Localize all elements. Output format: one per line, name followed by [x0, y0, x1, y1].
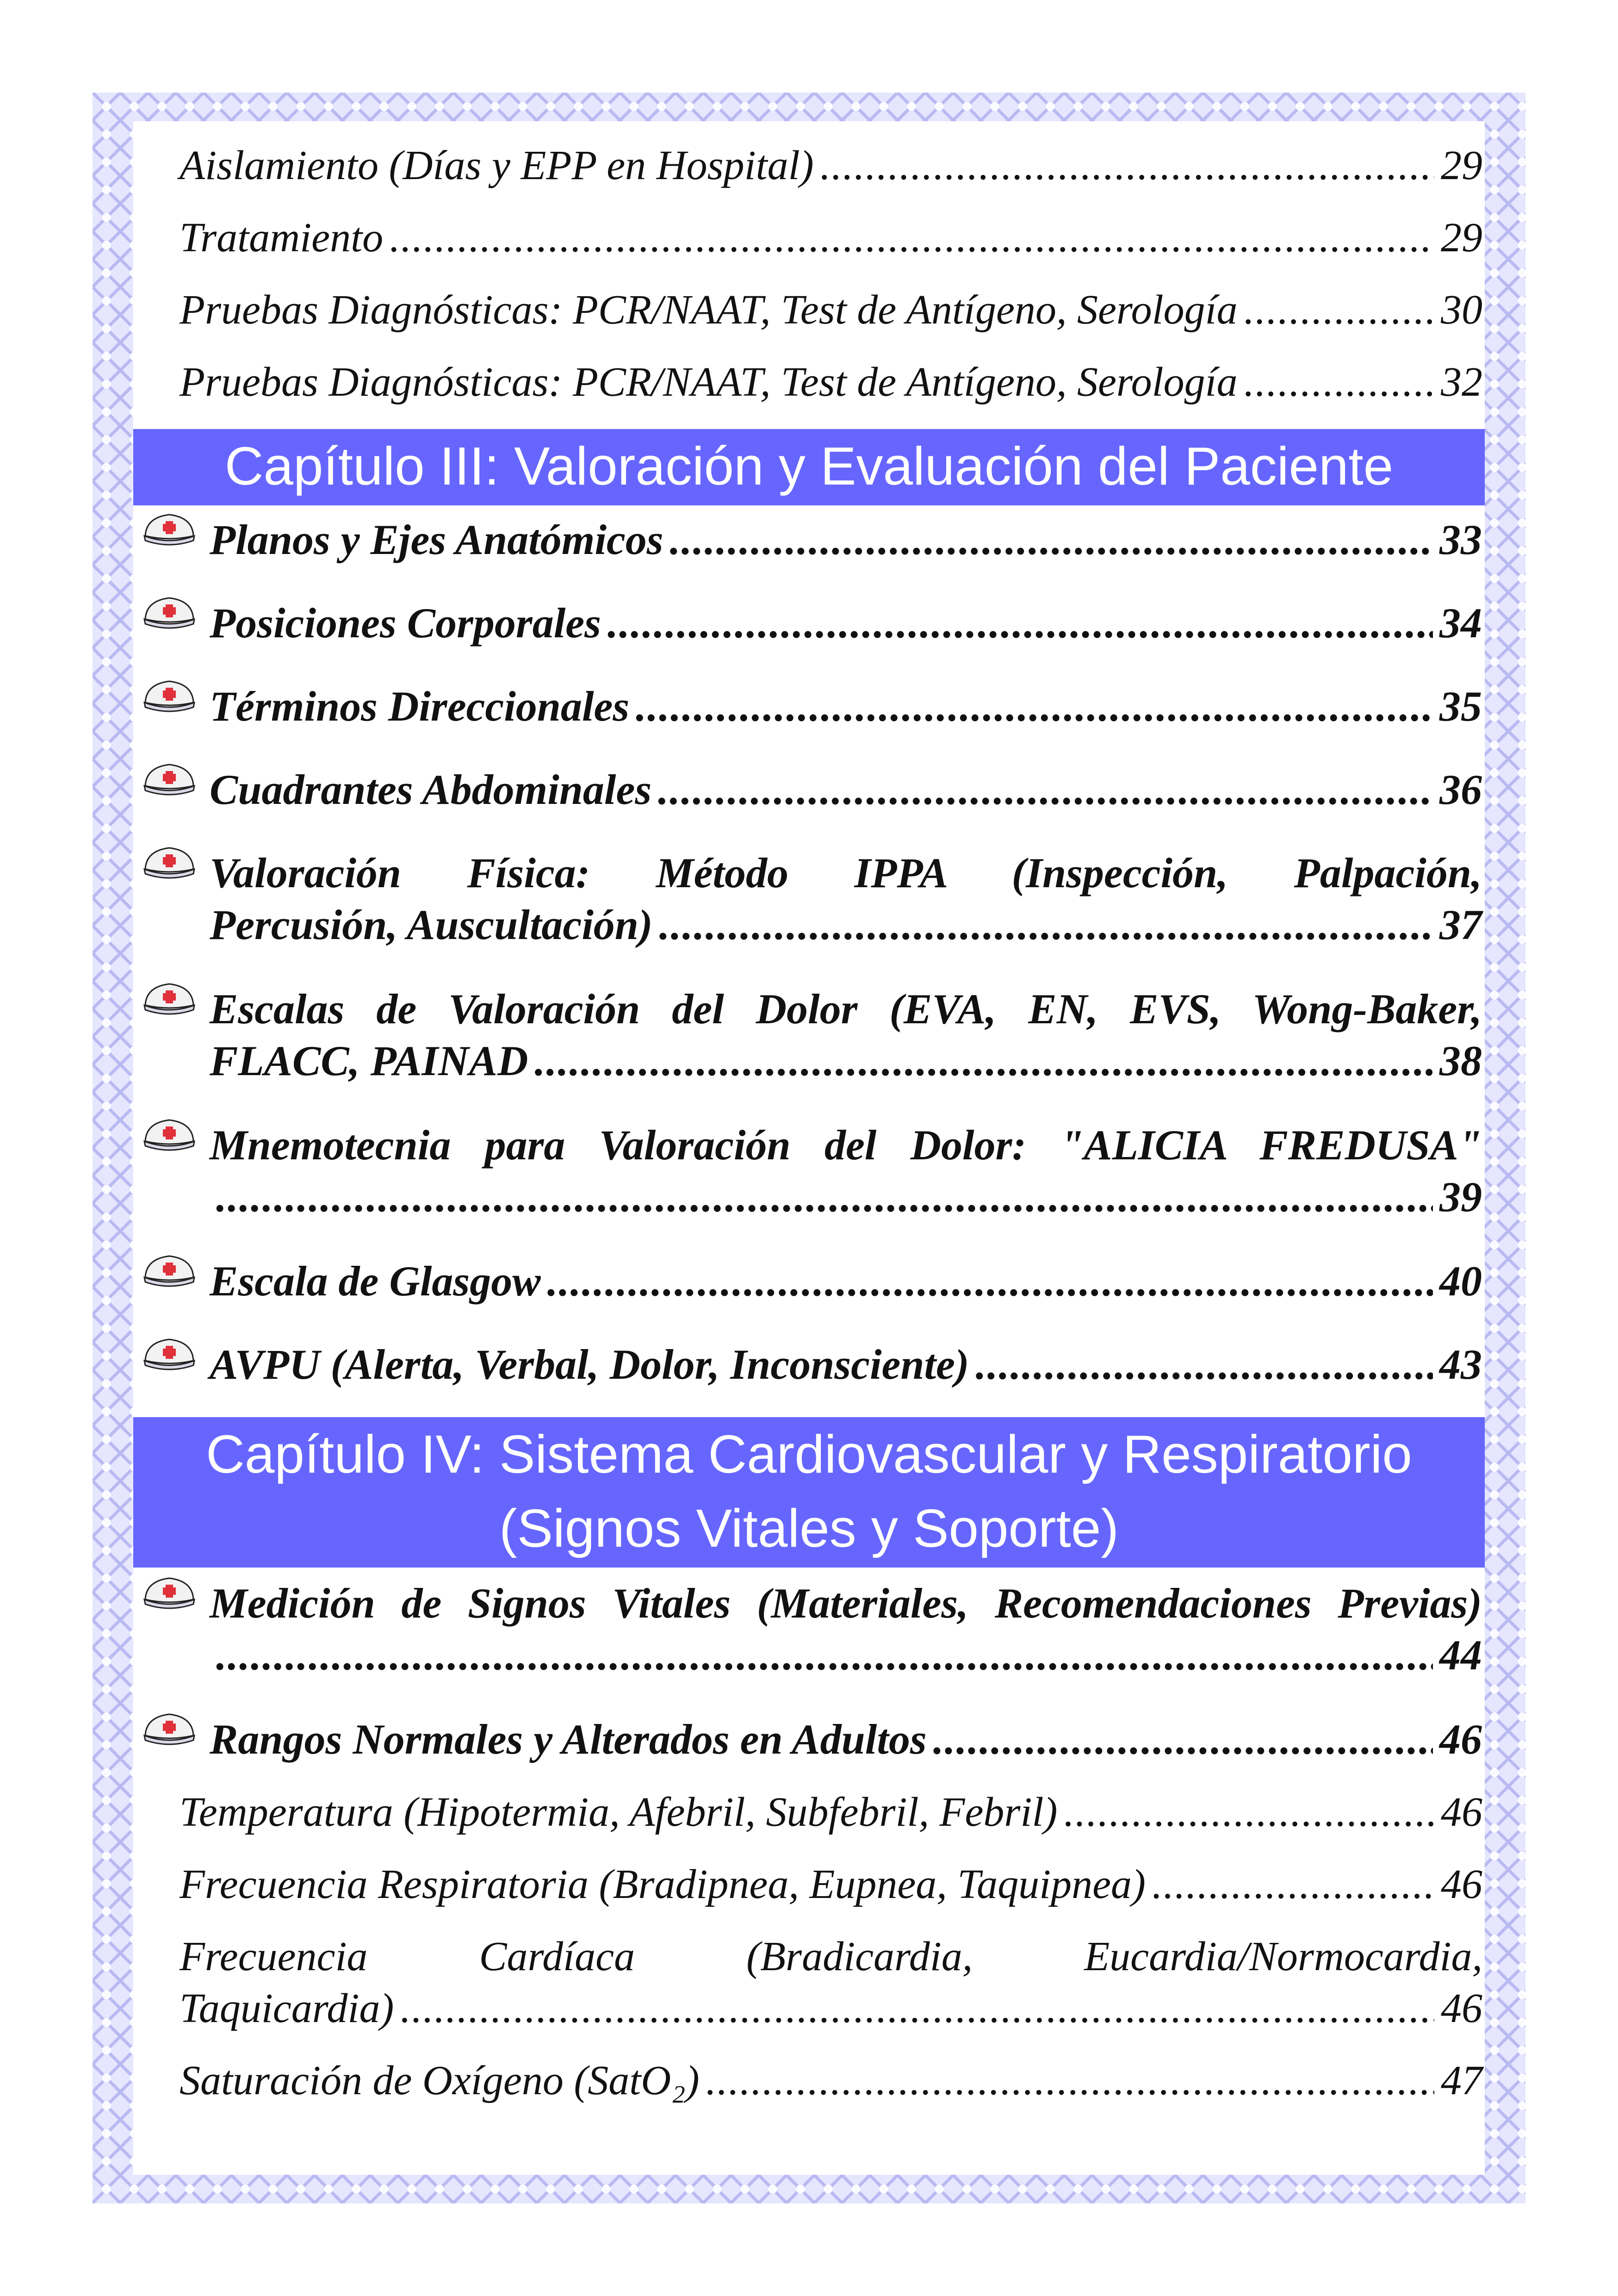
leader-dots	[706, 2055, 1434, 2107]
chapter-3-title: Capítulo III: Valoración y Evaluación del Paciente	[224, 436, 1394, 496]
toc-entry-title-line1: Frecuencia Cardíaca (Bradicardia, Eucardia/Normocardia,	[180, 1934, 1482, 1979]
nurse-cap-icon	[142, 509, 197, 546]
nurse-cap-icon	[142, 759, 197, 796]
nurse-cap-icon	[142, 676, 197, 713]
toc-subentry[interactable]	[180, 1859, 1482, 1910]
leader-dots	[636, 680, 1433, 732]
toc-entry-page: 38	[1439, 1037, 1482, 1084]
toc-entry-line2	[210, 1629, 1482, 1681]
toc-entry-title-line2: Percusión, Auscultación)	[210, 901, 653, 948]
nurse-cap-icon	[142, 592, 197, 629]
toc-entry-page: 40	[1439, 1257, 1482, 1305]
toc-entry-page: 39	[1439, 1173, 1482, 1220]
toc-entry[interactable]	[210, 1338, 1482, 1390]
toc-entry-page: 32	[1441, 359, 1482, 405]
leader-dots	[216, 1629, 1433, 1681]
toc-entry-title: Aislamiento (Días y EPP en Hospital)	[180, 143, 814, 188]
toc-entry-title-line1: Valoración Física: Método IPPA (Inspección, Palpación,	[210, 849, 1482, 896]
toc-entry[interactable]	[210, 680, 1482, 732]
toc-entry[interactable]	[210, 764, 1482, 815]
toc-entry-page: 46	[1439, 1716, 1482, 1763]
leader-dots	[658, 764, 1433, 815]
toc-entry[interactable]	[210, 983, 1482, 1087]
leader-dots	[670, 514, 1433, 566]
leader-dots	[534, 1035, 1433, 1087]
toc-entry-title: Frecuencia Respiratoria (Bradipnea, Eupnea, Taquipnea)	[180, 1861, 1146, 1907]
toc-entry-title: Posiciones Corporales	[210, 599, 601, 647]
leader-dots	[659, 899, 1433, 951]
toc-subentry[interactable]	[180, 1786, 1482, 1838]
toc-entry-line2	[210, 1171, 1482, 1223]
toc-entry-title: Rangos Normales y Alterados en Adultos	[210, 1716, 927, 1763]
toc-entry-page: 33	[1439, 516, 1482, 563]
nurse-cap-icon	[142, 1709, 197, 1746]
leader-dots	[976, 1338, 1433, 1390]
toc-entry-title-line1: Escalas de Valoración del Dolor (EVA, EN, EVS, Wong-Baker,	[210, 985, 1482, 1033]
toc-entry-title-line2: FLACC, PAINAD	[210, 1037, 528, 1084]
leader-dots	[547, 1255, 1433, 1307]
toc-entry[interactable]	[180, 356, 1482, 408]
toc-entry-title-line2: Taquicardia)	[180, 1985, 394, 2031]
toc-entry-page: 29	[1441, 143, 1482, 188]
toc-entry[interactable]	[210, 847, 1482, 951]
toc-entry-title-line1: Mnemotecnia para Valoración del Dolor: "ALICIA FREDUSA"	[210, 1121, 1482, 1169]
toc-entry-page: 29	[1441, 215, 1482, 261]
toc-entry-title: AVPU (Alerta, Verbal, Dolor, Inconsciente)	[210, 1341, 969, 1388]
toc-entry-page: 46	[1441, 1985, 1482, 2031]
toc-entry[interactable]	[180, 212, 1482, 264]
toc-entry[interactable]	[210, 1119, 1482, 1223]
toc-entry[interactable]	[210, 514, 1482, 566]
toc-entry[interactable]	[210, 597, 1482, 649]
leader-dots	[1152, 1859, 1434, 1910]
toc-entry-title: Tratamiento	[180, 215, 384, 261]
leader-dots	[1244, 284, 1434, 336]
toc-entry[interactable]	[210, 1255, 1482, 1307]
leader-dots	[933, 1713, 1433, 1765]
toc-subentry[interactable]	[180, 1931, 1482, 2035]
nurse-cap-icon	[142, 1573, 197, 1610]
toc-entry-page: 30	[1441, 287, 1482, 333]
toc-entry[interactable]	[210, 1577, 1482, 1681]
toc-entry-page: 43	[1439, 1341, 1482, 1388]
toc-entry-title: Términos Direccionales	[210, 683, 630, 730]
toc-entry-page: 35	[1439, 683, 1482, 730]
toc-entry-line2	[210, 1035, 1482, 1087]
leader-dots	[820, 140, 1434, 192]
toc-entry-title: Cuadrantes Abdominales	[210, 766, 652, 813]
leader-dots	[1244, 356, 1434, 408]
chapter-4-title-line1: Capítulo IV: Sistema Cardiovascular y Respiratorio	[206, 1424, 1412, 1484]
toc-entry-title: Planos y Ejes Anatómicos	[210, 516, 663, 563]
nurse-cap-icon	[142, 1251, 197, 1288]
toc-page	[133, 121, 1485, 2175]
leader-dots	[400, 1983, 1434, 2035]
toc-entry-title: Temperatura (Hipotermia, Afebril, Subfebril, Febril)	[180, 1789, 1058, 1835]
toc-entry-page: 46	[1441, 1789, 1482, 1835]
toc-entry-page: 46	[1441, 1861, 1482, 1907]
toc-entry-page: 37	[1439, 901, 1482, 948]
toc-entry[interactable]	[180, 284, 1482, 336]
toc-entry[interactable]	[180, 140, 1482, 192]
leader-dots	[390, 212, 1434, 264]
toc-entry[interactable]	[210, 1713, 1482, 1765]
leader-dots	[608, 597, 1433, 649]
toc-subentry[interactable]	[180, 2055, 1482, 2107]
nurse-cap-icon	[142, 842, 197, 879]
toc-entry-title: Pruebas Diagnósticas: PCR/NAAT, Test de Antígeno, Serología	[180, 359, 1238, 405]
nurse-cap-icon	[142, 978, 197, 1015]
toc-entry-title: Saturación de Oxígeno (SatO₂)	[180, 2058, 700, 2103]
toc-entry-line2	[210, 899, 1482, 951]
toc-entry-title: Escala de Glasgow	[210, 1257, 541, 1305]
toc-entry-title-line1: Medición de Signos Vitales (Materiales, Recomendaciones Previas)	[210, 1580, 1482, 1627]
chapter-3-heading[interactable]	[133, 429, 1485, 505]
toc-entry-page: 47	[1441, 2058, 1482, 2103]
toc-entry-page: 36	[1439, 766, 1482, 813]
nurse-cap-icon	[142, 1334, 197, 1371]
toc-entry-page: 44	[1439, 1631, 1482, 1679]
toc-entry-page: 34	[1439, 599, 1482, 647]
toc-entry-title: Pruebas Diagnósticas: PCR/NAAT, Test de Antígeno, Serología	[180, 287, 1238, 333]
chapter-4-heading[interactable]	[133, 1417, 1485, 1568]
chapter-4-title-line2: (Signos Vitales y Soporte)	[499, 1498, 1119, 1558]
leader-dots	[1064, 1786, 1434, 1838]
leader-dots	[216, 1171, 1433, 1223]
toc-entry-line2	[180, 1983, 1482, 2035]
nurse-cap-icon	[142, 1114, 197, 1151]
